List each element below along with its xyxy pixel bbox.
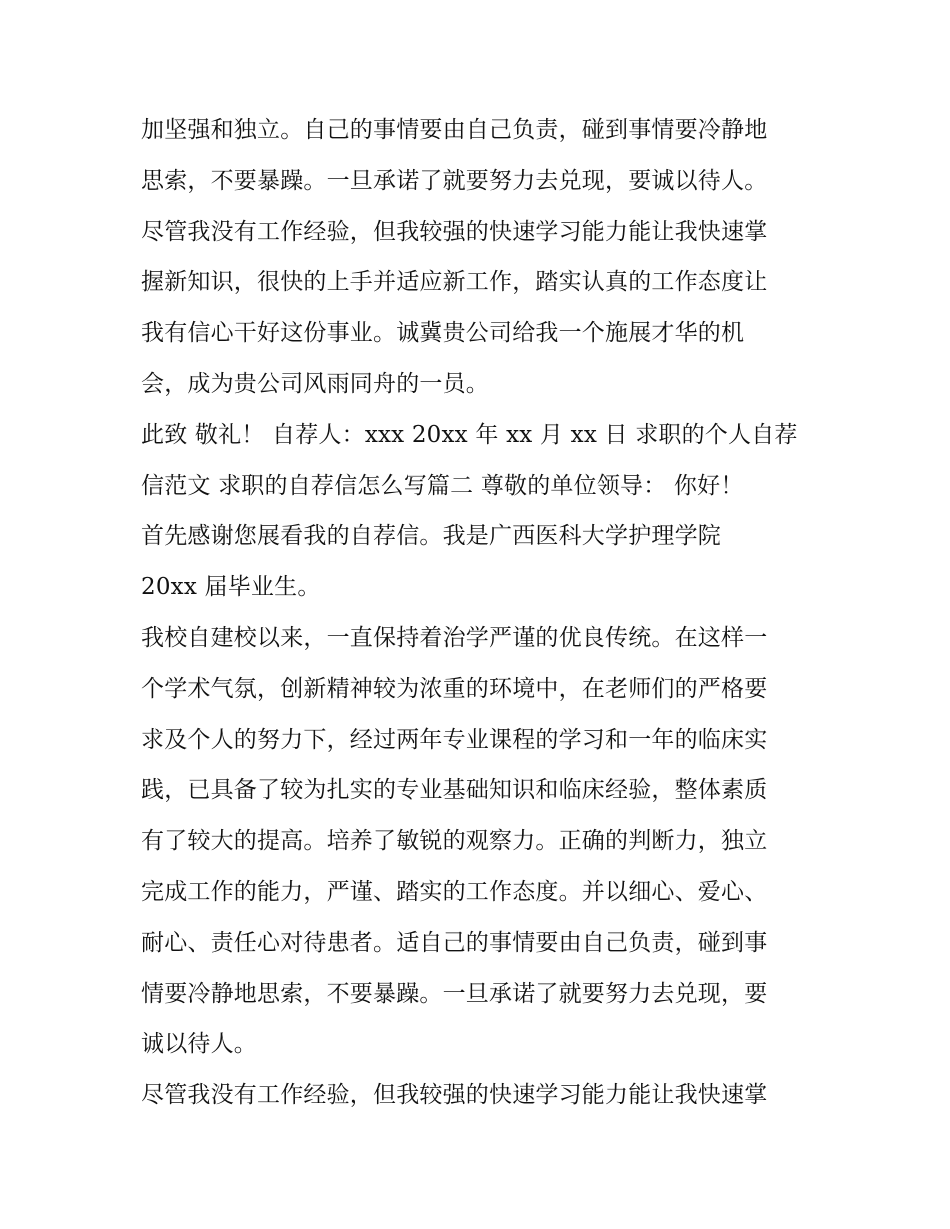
text-line-17: 耐心、责任心对待患者。适自己的事情要由自己负责，碰到事 xyxy=(141,929,768,956)
text-line-14: 践，已具备了较为扎实的专业基础知识和临床经验，整体素质 xyxy=(141,777,768,804)
text-line-18: 情要冷静地思索，不要暴躁。一旦承诺了就要努力去兑现，要 xyxy=(141,980,768,1007)
text-line-6: 会，成为贵公司风雨同舟的一员。 xyxy=(141,370,489,397)
text-line-5: 我有信心干好这份事业。诚冀贵公司给我一个施展才华的机 xyxy=(141,320,745,347)
text-line-2: 思索，不要暴躁。一旦承诺了就要努力去兑现，要诚以待人。 xyxy=(141,167,768,194)
text-line-19: 诚以待人。 xyxy=(141,1031,257,1058)
text-line-4: 握新知识，很快的上手并适应新工作，踏实认真的工作态度让 xyxy=(141,269,768,296)
text-line-8: 信范文 求职的自荐信怎么写篇二 尊敬的单位领导： 你好！ xyxy=(141,472,744,499)
text-line-1: 加坚强和独立。自己的事情要由自己负责，碰到事情要冷静地 xyxy=(141,117,768,143)
text-line-9: 首先感谢您展看我的自荐信。我是广西医科大学护理学院 xyxy=(141,523,721,550)
text-line-15: 有了较大的提高。培养了敏锐的观察力。正确的判断力，独立 xyxy=(141,828,768,855)
text-line-16: 完成工作的能力，严谨、踏实的工作态度。并以细心、爱心、 xyxy=(141,878,768,905)
text-line-13: 求及个人的努力下，经过两年专业课程的学习和一年的临床实 xyxy=(141,726,768,753)
text-line-20: 尽管我没有工作经验，但我较强的快速学习能力能让我快速掌 xyxy=(141,1082,768,1109)
text-line-10: 20xx 届毕业生。 xyxy=(141,574,321,601)
text-line-3: 尽管我没有工作经验，但我较强的快速学习能力能让我快速掌 xyxy=(141,218,768,245)
text-line-7: 此致 敬礼！ 自荐人：xxx 20xx 年 xx 月 xx 日 求职的个人自荐 xyxy=(141,421,798,448)
text-line-12: 个学术气氛，创新精神较为浓重的环境中，在老师们的严格要 xyxy=(141,675,768,702)
text-line-11: 我校自建校以来，一直保持着治学严谨的优良传统。在这样一 xyxy=(141,624,768,651)
document-body xyxy=(141,105,821,1121)
